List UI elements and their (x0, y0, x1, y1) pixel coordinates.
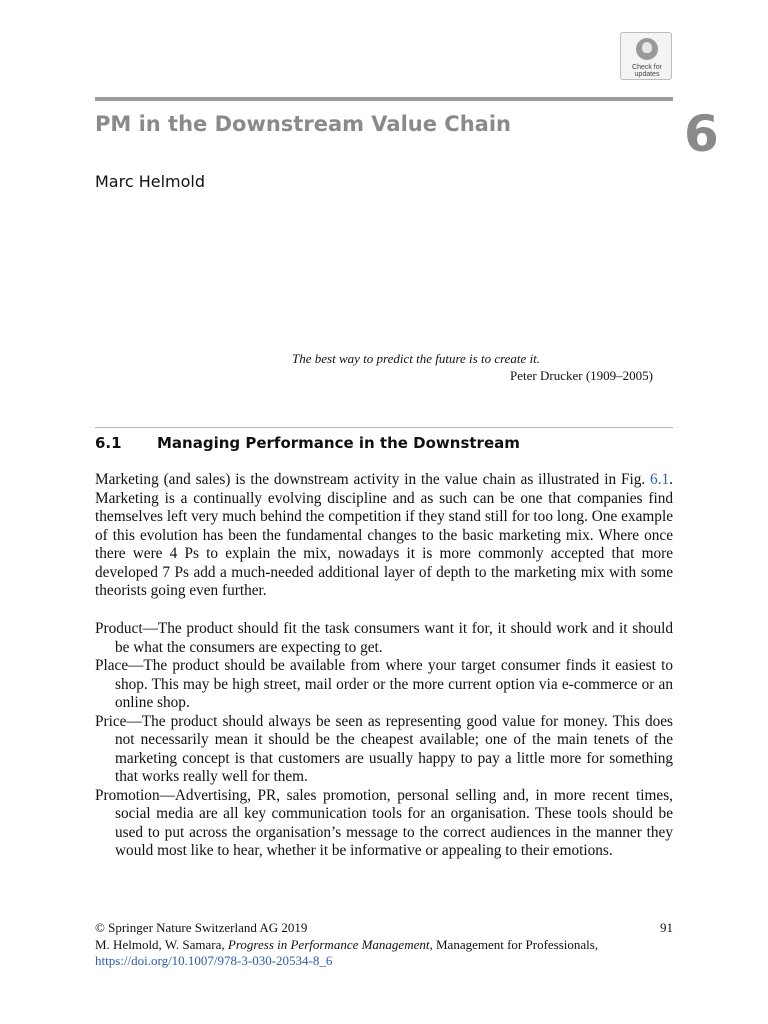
chapter-number: 6 (684, 105, 719, 163)
paragraph-text-1: Marketing (and sales) is the downstream activity in the value chain as illustrated in Fig. (95, 471, 651, 488)
marketing-mix-list (95, 620, 673, 861)
body-paragraph (95, 471, 673, 601)
book-title: Progress in Performance Management (227, 936, 430, 952)
list-item-promotion: Promotion—Advertising, PR, sales promotion, personal selling and, in more recent times, social media are all key communication tools for an organisation. These tools should be used to put across the organisation’s message to the correct audiences in the manner they would most like to hear, whether it be informative or appealing to their emotions. (95, 786, 673, 859)
page-number: 91 (660, 920, 673, 935)
doi-link[interactable]: https://doi.org/10.1007/978-3-030-20534-8_6 (95, 953, 333, 968)
list-item-product: Product—The product should fit the task consumers want it for, it should work and it should be what the consumers are expecting to get. (95, 620, 673, 656)
paragraph-text-2: . Marketing is a continually evolving discipline and as such can be one that companies find themselves left very much behind the competition if they stand still for too long. One example of this evolution has been the fundamental changes to the basic marketing mix. Where once there were 4 Ps to explain the mix, nowadays it is more commonly accepted that more developed 7 Ps add a much-needed additional layer of depth to the marketing mix with some theorists going even further. (95, 471, 673, 599)
top-rule (95, 97, 673, 101)
update-icon (636, 38, 658, 60)
footer-citation (95, 920, 673, 970)
citation-authors: M. Helmold, W. Samara, (95, 936, 228, 952)
author-name: Marc Helmold (95, 172, 206, 191)
section-rule (95, 427, 673, 428)
chapter-title: PM in the Downstream Value Chain (95, 112, 511, 136)
badge-line2: updates (634, 71, 660, 78)
list-item-place: Place—The product should be available from where your target consumer finds it easiest to shop. This may be high street, mail order or the more current option via e-commerce or an online shop. (95, 657, 673, 711)
list-item-price: Price—The product should always be seen as representing good value for money. This does not necessarily mean it should be the cheapest available; one of the main tenets of the marketing concept is that customers are usually happy to pay a little more for something that works really well for them. (95, 712, 673, 785)
copyright-line: © Springer Nature Switzerland AG 2019 (95, 920, 308, 935)
check-for-updates-badge[interactable] (620, 32, 672, 80)
citation-line (95, 937, 673, 970)
section-title: Managing Performance in the Downstream (157, 434, 520, 452)
epigraph-attribution: Peter Drucker (1909–2005) (510, 368, 653, 383)
figure-link[interactable]: 6.1 (650, 471, 670, 488)
badge-line1: Check for (632, 64, 662, 71)
epigraph-quote: The best way to predict the future is to create it. (292, 351, 541, 366)
citation-series: , Management for Professionals, (429, 936, 599, 952)
section-number: 6.1 (95, 434, 122, 452)
